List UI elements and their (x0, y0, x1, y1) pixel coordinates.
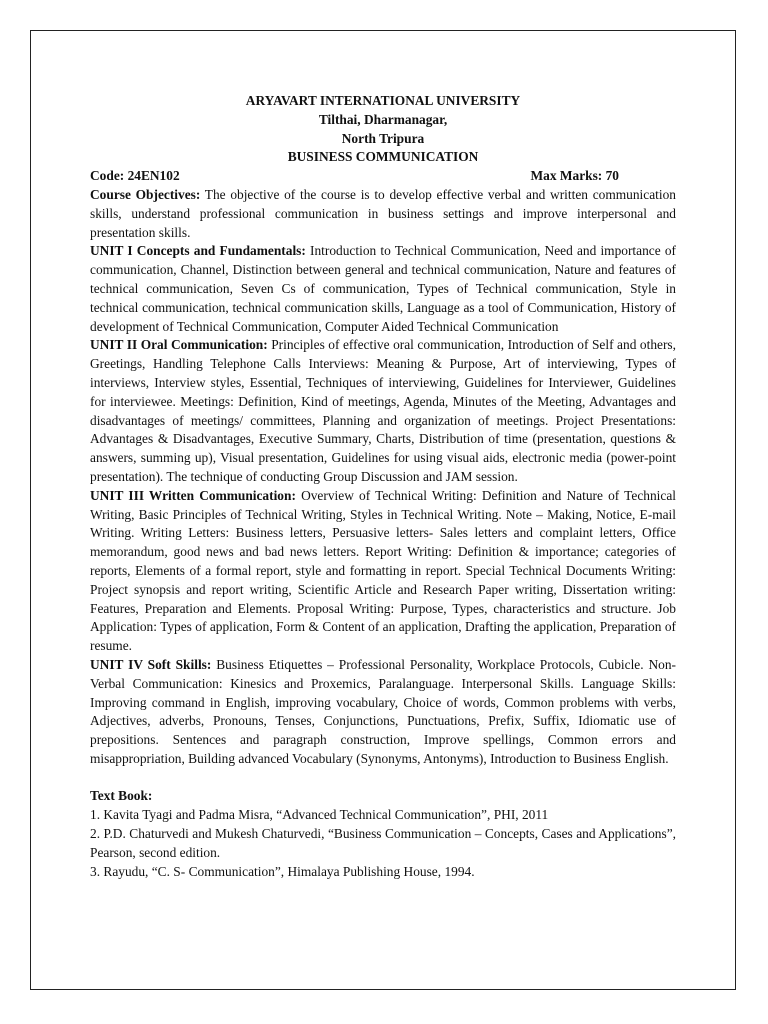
unit-1-heading: UNIT I Concepts and Fundamentals: (90, 243, 306, 259)
unit-3-text: Overview of Technical Writing: Definition and Nature of Technical Writing, Basic Principles of Technical Writing, Styles in Technical Writing. Note – Making, Notice, E-mail Writing. Writing Letters: Business letters, Persuasive letters- Sales letters and complaint letters, Office memorandum, good news and bad news letters. Report Writing: Definition & importance; categories of reports, Elements of a formal report, style and formatting in report. Special Technical Documents Writing: Project synopsis and report writing, Scientific Article and Research Paper writing, Dissertation writing: Features, Preparation and Elements. Proposal Writing: Purpose, Types, characteristics and structure. Job Application: Types of application, Form & Content of an application, Drafting the application, Preparation of resume. (90, 487, 676, 654)
section-spacer (90, 769, 676, 788)
textbook-item: 3. Rayudu, “C. S- Communication”, Himalaya Publishing House, 1994. (90, 863, 475, 879)
course-objectives (90, 186, 676, 242)
location-line-1: Tilthai, Dharmanagar, (318, 111, 448, 127)
unit-4 (90, 656, 676, 769)
max-marks: Max Marks: 70 (530, 168, 619, 184)
objectives-text: The objective of the course is to develop effective verbal and written communication skills, understand professional communication in business settings and improve interpersonal and presentation skills. (90, 186, 676, 240)
textbook-item: 2. P.D. Chaturvedi and Mukesh Chaturvedi, “Business Communication – Concepts, Cases and Applications”, Pearson, second edition. (90, 826, 676, 860)
university-name: ARYAVART INTERNATIONAL UNIVERSITY (245, 93, 521, 108)
unit-2-text: Principles of effective oral communication, Introduction of Self and others, Greetings, Handling Telephone Calls Interviews: Meaning & Purpose, Art of interviewing, Types of interviews, Interview styles, Essential, Techniques of interviewing, Guidelines for Interviewer, Guidelines for interviewee. Meetings: Definition, Kind of meetings, Agenda, Minutes of the Meeting, Advantages and disadvantages of meetings/ committees, Planning and organization of meetings. Project Presentations: Advantages & Disadvantages, Executive Summary, Charts, Distribution of time (presentation, questions & answers, summing up), Visual presentation, Guidelines for using visual aids, electronic media (power-point presentation). The technique of conducting Group Discussion and JAM session. (90, 337, 676, 484)
objectives-heading: Course Objectives: (90, 186, 201, 202)
textbook-item: 1. Kavita Tyagi and Padma Misra, “Advanced Technical Communication”, PHI, 2011 (90, 807, 549, 823)
course-code: Code: 24EN102 (90, 168, 180, 184)
unit-4-heading: UNIT IV Soft Skills: (90, 656, 212, 672)
unit-4-text: Business Etiquettes – Professional Personality, Workplace Protocols, Cubicle. Non-Verbal Communication: Kinesics and Proxemics, Paralanguage. Interpersonal Skills. Language Skills: Improving command in English, improving vocabulary, Choice of words, Common problems with verbs, Adjectives, adverbs, Pronouns, Tenses, Conjunctions, Punctuations, Prefix, Suffix, Idiomatic use of prepositions. Sentences and paragraph construction, Improve spellings, Common errors and misappropriation, Building advanced Vocabulary (Synonyms, Antonyms), Introduction to Business English. (90, 656, 677, 766)
unit-2 (90, 336, 676, 486)
unit-1-text: Introduction to Technical Communication, Need and importance of communication, Channel, Distinction between general and technical communication, Nature and features of technical communication, Seven Cs of communication, Types of Technical communication, Style in technical communication, technical communication skills, Language as a tool of Communication, History of development of Technical Communication, Computer Aided Technical Communication (90, 243, 677, 334)
course-meta-row (90, 167, 676, 186)
course-title: BUSINESS COMMUNICATION (287, 149, 479, 165)
textbook-heading (90, 787, 676, 806)
unit-2-heading: UNIT II Oral Communication: (90, 337, 268, 353)
unit-3 (90, 487, 676, 656)
location-line-2: North Tripura (341, 130, 425, 146)
textbook-heading-label: Text Book: (90, 788, 153, 804)
unit-3-heading: UNIT III Written Communication: (90, 487, 296, 503)
syllabus-document (90, 92, 676, 881)
unit-1 (90, 242, 676, 336)
